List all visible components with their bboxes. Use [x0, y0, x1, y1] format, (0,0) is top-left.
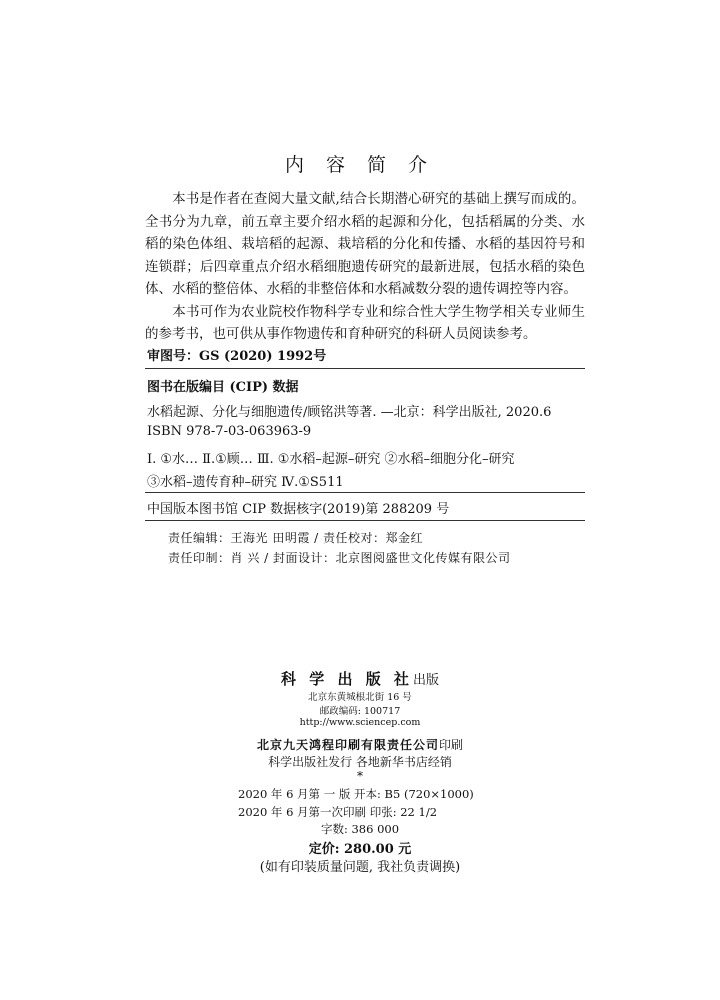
divider [145, 492, 585, 493]
summary-paragraph-1: 本书是作者在查阅大量文献,结合长期潜心研究的基础上撰写而成的。全书分为九章，前五章主要介绍水稻的起源和分化，包括稻属的分类、水稻的染色体组、栽培稻的起源、栽培稻的分化和传播、水稻的基因符号和连锁群；后四章重点介绍水稻细胞遗传研究的最新进展，包括水稻的染色体、水稻的整倍体、水稻的非整倍体和水稻减数分裂的遗传调控等内容。 [145, 191, 585, 297]
editor-credits: 责任编辑：王海光 田明霞 / 责任校对：郑金红 [168, 531, 423, 545]
printing-credits: 责任印制：肖 兴 / 封面设计：北京图阅盛世文化传媒有限公司 [168, 551, 511, 565]
divider [145, 368, 585, 369]
publisher-name: 科 学 出 版 社 [281, 670, 413, 688]
cip-classification-line-1: Ⅰ. ①水… Ⅱ.①顾… Ⅲ. ①水稻–起源–研究 ②水稻–细胞分化–研究 [147, 452, 515, 467]
publisher-address: 北京东黄城根北街 16 号 [308, 692, 412, 703]
cip-header: 图书在版编目 (CIP) 数据 [147, 380, 299, 395]
separator-star: * [357, 769, 363, 783]
summary-text [145, 188, 585, 346]
map-review-number: 审图号：GS (2020) 1992号 [147, 349, 327, 364]
quality-note: (如有印装质量问题, 我社负责调换) [259, 860, 461, 875]
cip-library-record: 中国版本图书馆 CIP 数据核字(2019)第 288209 号 [147, 502, 450, 517]
divider [145, 520, 585, 521]
cip-classification-line-2: ③水稻–遗传育种–研究 Ⅳ.①S511 [147, 475, 344, 490]
page-title: 内 容 简 介 [284, 154, 436, 176]
distribution-line: 科学出版社发行 各地新华书店经销 [268, 755, 452, 769]
edition-info: 2020 年 6 月第 一 版 开本: B5 (720×1000) [238, 787, 474, 801]
word-count: 字数: 386 000 [320, 822, 400, 836]
printer-suffix: 印刷 [439, 738, 464, 752]
publisher-url: http://www.sciencep.com [299, 717, 421, 728]
summary-paragraph-2: 本书可作为农业院校作物科学专业和综合性大学生物学相关专业师生的参考书，也可供从事作物遗传和育种研究的科研人员阅读参考。 [145, 303, 585, 342]
publisher-line [0, 668, 720, 689]
cip-entry: 水稻起源、分化与细胞遗传/顾铭洪等著. —北京：科学出版社, 2020.6 [147, 405, 552, 420]
printer-line [0, 734, 720, 753]
printing-info: 2020 年 6 月第一次印刷 印张: 22 1/2 [238, 805, 438, 819]
price: 定价: 280.00 元 [308, 842, 412, 857]
publisher-postcode: 邮政编码: 100717 [319, 706, 401, 717]
printer-name: 北京九天鸿程印刷有限责任公司 [256, 738, 439, 752]
publisher-suffix: 出版 [412, 673, 439, 688]
cip-isbn: ISBN 978-7-03-063963-9 [147, 424, 312, 439]
